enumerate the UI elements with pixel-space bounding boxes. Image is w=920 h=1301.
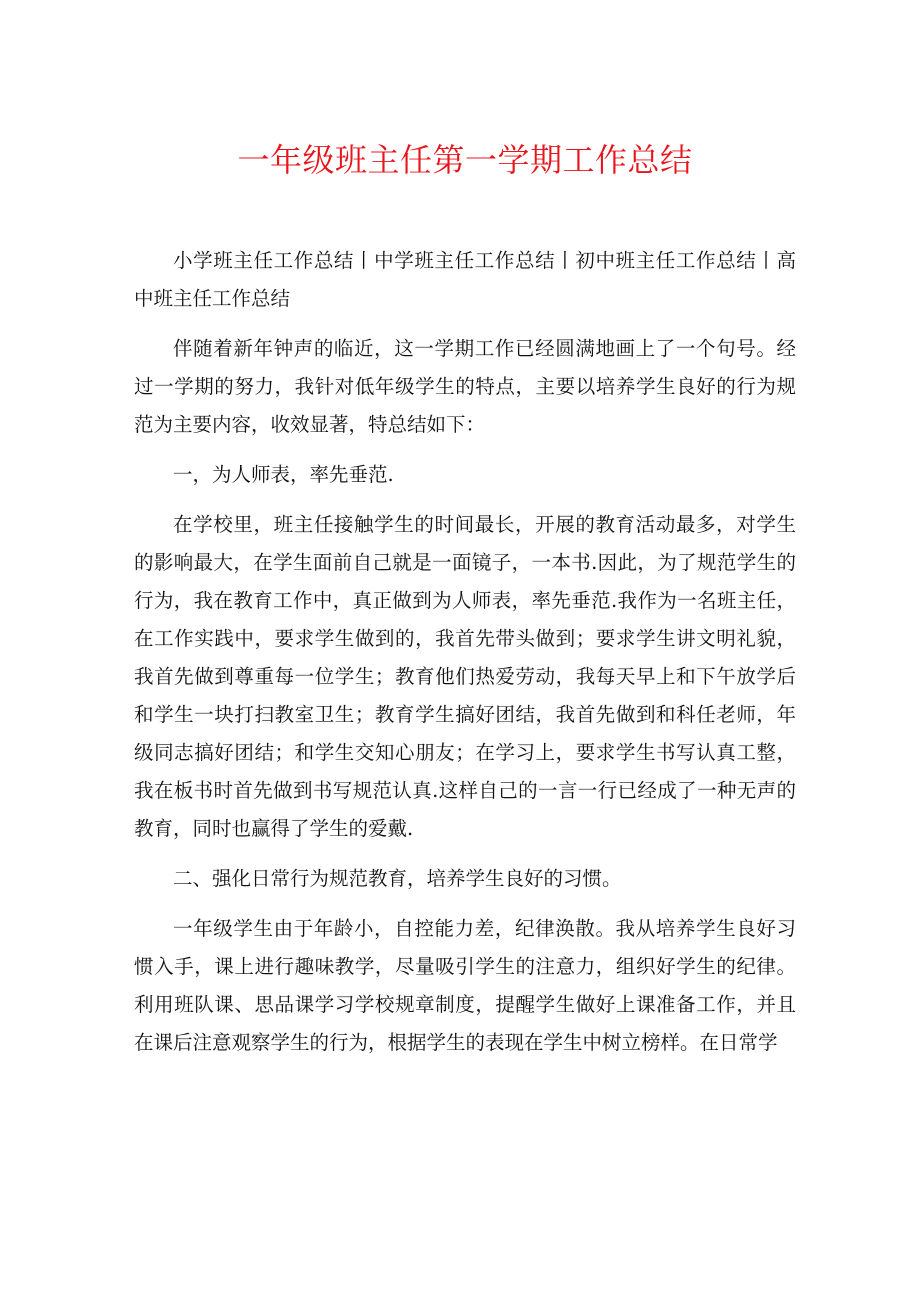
section-heading-2: 二、强化日常行为规范教育，培养学生良好的习惯。 (173, 867, 622, 890)
document-title: 一年级班主任第一学期工作总结 (237, 141, 693, 179)
paragraph-section-2: 一年级学生由于年龄小，自控能力差，纪律涣散。我从培养学生良好习惯入手，课上进行趣味教学，尽量吸引学生的注意力，组织好学生的纪律。利用班队课、思品课学习学校规章制度，提醒学生做好上课准备工作，并且在课后注意观察学生的行为，根据学生的表现在学生中树立榜样。在日常学 (134, 917, 796, 1054)
paragraph-related-links: 小学班主任工作总结丨中学班主任工作总结丨初中班主任工作总结丨高中班主任工作总结 (134, 249, 796, 310)
paragraph-intro: 伴随着新年钟声的临近，这一学期工作已经圆满地画上了一个句号。经过一学期的努力，我针对低年级学生的特点，主要以培养学生良好的行为规范为主要内容，收效显著，特总结如下： (134, 337, 796, 436)
paragraph-section-1: 在学校里，班主任接触学生的时间最长，开展的教育活动最多，对学生的影响最大，在学生面前自己就是一面镜子，一本书.因此，为了规范学生的行为，我在教育工作中，真正做到为人师表，率先垂范.我作为一名班主任，在工作实践中，要求学生做到的，我首先带头做到；要求学生讲文明礼貌，我首先做到尊重每一位学生；教育他们热爱劳动，我每天早上和下午放学后和学生一块打扫教室卫生；教育学生搞好团结，我首先做到和科任老师，年级同志搞好团结；和学生交知心朋友；在学习上，要求学生书写认真工整，我在板书时首先做到书写规范认真.这样自己的一言一行已经成了一种无声的教育，同时也赢得了学生的爱戴. (134, 513, 796, 840)
section-heading-1: 一，为人师表，率先垂范. (173, 463, 394, 486)
